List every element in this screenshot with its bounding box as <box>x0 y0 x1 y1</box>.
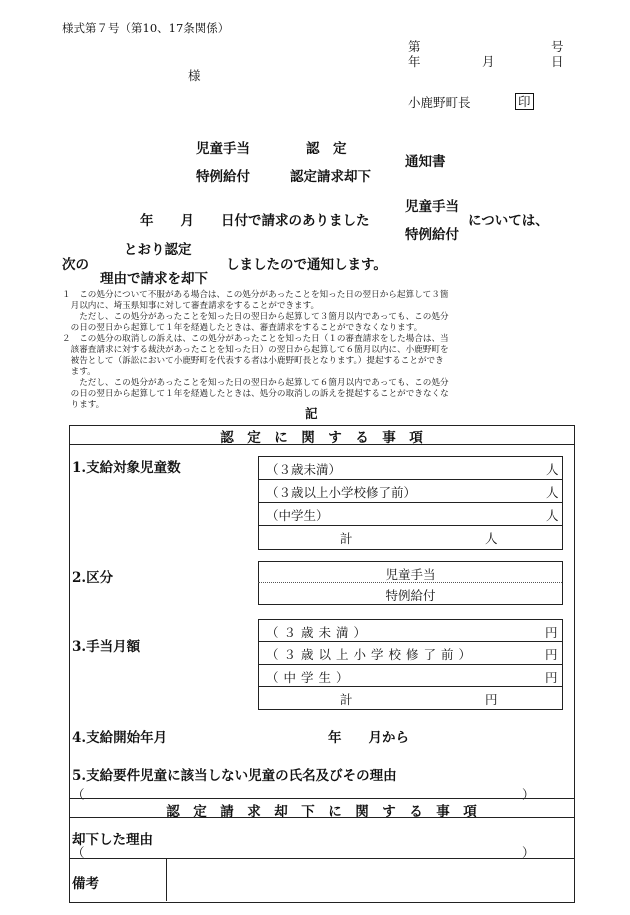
note-line: ただし、この処分があったことを知った日の翌日から起算して３箇月以内であっても、この処分 <box>62 312 449 322</box>
addressee-sama: 様 <box>188 68 201 83</box>
divider <box>258 686 562 687</box>
note-line: ただし、この処分があったことを知った日の翌日から起算して６箇月以内であっても、この処分 <box>62 378 449 388</box>
body-nintei-toori: とおり認定 <box>124 242 192 258</box>
seal-text: 印 <box>515 93 534 110</box>
divider <box>69 858 574 859</box>
note-line: 被告として（訴訟において小鹿野町を代表する者は小鹿野町長となります。）提起することができ <box>62 356 444 366</box>
unit-en: 円 <box>545 647 558 662</box>
body-date-request: 年 月 日付で請求のありました <box>140 213 370 229</box>
monthly-amount-label: 3.手当月額 <box>72 639 141 655</box>
note-line: １ この処分について不服がある場合は、この処分があったことを知った日の翌日から起算して３箇 <box>62 290 449 300</box>
amount-row-under3: （３歳未満） <box>266 625 372 640</box>
title-kyakka: 認定請求却下 <box>290 169 371 185</box>
start-month-value: 年 月から <box>328 730 409 746</box>
body-kyakka-reason: 理由で請求を却下 <box>100 271 208 287</box>
note-line: 月以内に、埼玉県知事に対して審査請求をすることができます。 <box>62 301 320 311</box>
paren-close: ） <box>522 787 535 802</box>
title-jido-teate: 児童手当 <box>196 141 250 157</box>
note-line: ２ この処分の取消しの訴えは、この処分があったことを知った日（１の審査請求をした場合は、当 <box>62 334 449 344</box>
kubun-tokurei: 特例給付 <box>385 588 436 603</box>
body-tsugi-no: 次の <box>62 257 89 273</box>
children-count-label: 1.支給対象児童数 <box>72 460 181 476</box>
child-row-under3: （３歳未満） <box>266 462 342 477</box>
unit-nin: 人 <box>546 462 559 477</box>
unit-en: 円 <box>485 692 498 707</box>
seal-mark <box>515 92 534 110</box>
note-line: 該審査請求に対する裁決があったことを知った日）の翌日から起算して６箇月以内に、小鹿野町を <box>62 345 449 355</box>
paren-open: （ <box>72 845 85 860</box>
divider <box>258 479 562 480</box>
divider <box>69 798 574 799</box>
date-year: 年 <box>408 54 421 69</box>
remarks-label: 備考 <box>72 876 99 892</box>
children-total-label: 計 <box>340 531 353 546</box>
divider <box>258 525 562 526</box>
doc-number-dai: 第 <box>408 39 421 54</box>
title-tokurei: 特例給付 <box>196 169 250 185</box>
kubun-jido-teate: 児童手当 <box>385 567 436 582</box>
divider <box>69 817 574 818</box>
title-nintei: 認 定 <box>306 141 347 157</box>
divider <box>69 444 574 445</box>
divider <box>258 502 562 503</box>
doc-number-go: 号 <box>551 39 564 54</box>
note-line: の日の翌日から起算して１年を経過したときは、処分の取消しの訴えを提起することができなくな <box>62 389 449 399</box>
amount-row-junior-high: （中学生） <box>266 670 354 685</box>
unit-en: 円 <box>545 625 558 640</box>
divider <box>258 641 562 642</box>
ki-mark: 記 <box>305 406 318 421</box>
divider <box>258 664 562 665</box>
section1-heading: 認 定 に 関 す る 事 項 <box>220 430 423 446</box>
note-line: ります。 <box>62 400 105 410</box>
start-month-label: 4.支給開始年月 <box>72 730 168 746</box>
mayor-name: 小鹿野町長 <box>408 95 471 110</box>
date-day: 日 <box>551 54 564 69</box>
unit-nin: 人 <box>546 485 559 500</box>
unit-nin: 人 <box>546 508 559 523</box>
child-row-junior-high: （中学生） <box>266 508 329 523</box>
date-month: 月 <box>482 54 495 69</box>
note-line: の日の翌日から起算して１年を経過したときは、審査請求をすることができなくなります。 <box>62 323 423 333</box>
child-row-over3: （３歳以上小学校修了前） <box>266 485 417 500</box>
title-tsuchisho: 通知書 <box>405 154 446 170</box>
body-notify: しましたので通知します。 <box>226 257 387 273</box>
body-niteha: については、 <box>468 213 549 229</box>
form-number: 様式第７号（第10、17条関係） <box>62 21 230 35</box>
unit-nin: 人 <box>485 531 498 546</box>
unit-en: 円 <box>545 670 558 685</box>
body-jido-teate: 児童手当 <box>405 199 459 215</box>
paren-close: ） <box>522 845 535 860</box>
ineligible-children-label: 5.支給要件児童に該当しない児童の氏名及びその理由 <box>72 768 397 784</box>
kubun-label: 2.区分 <box>72 570 114 586</box>
remarks-divider <box>166 858 167 901</box>
section2-heading: 認 定 請 求 却 下 に 関 す る 事 項 <box>166 804 477 820</box>
note-line: ます。 <box>62 367 96 377</box>
paren-open: （ <box>72 787 85 802</box>
rejection-reason-label: 却下した理由 <box>72 832 153 848</box>
amount-total-label: 計 <box>340 692 353 707</box>
body-tokurei: 特例給付 <box>405 227 459 243</box>
amount-row-over3: （３歳以上小学校修了前） <box>266 647 477 662</box>
